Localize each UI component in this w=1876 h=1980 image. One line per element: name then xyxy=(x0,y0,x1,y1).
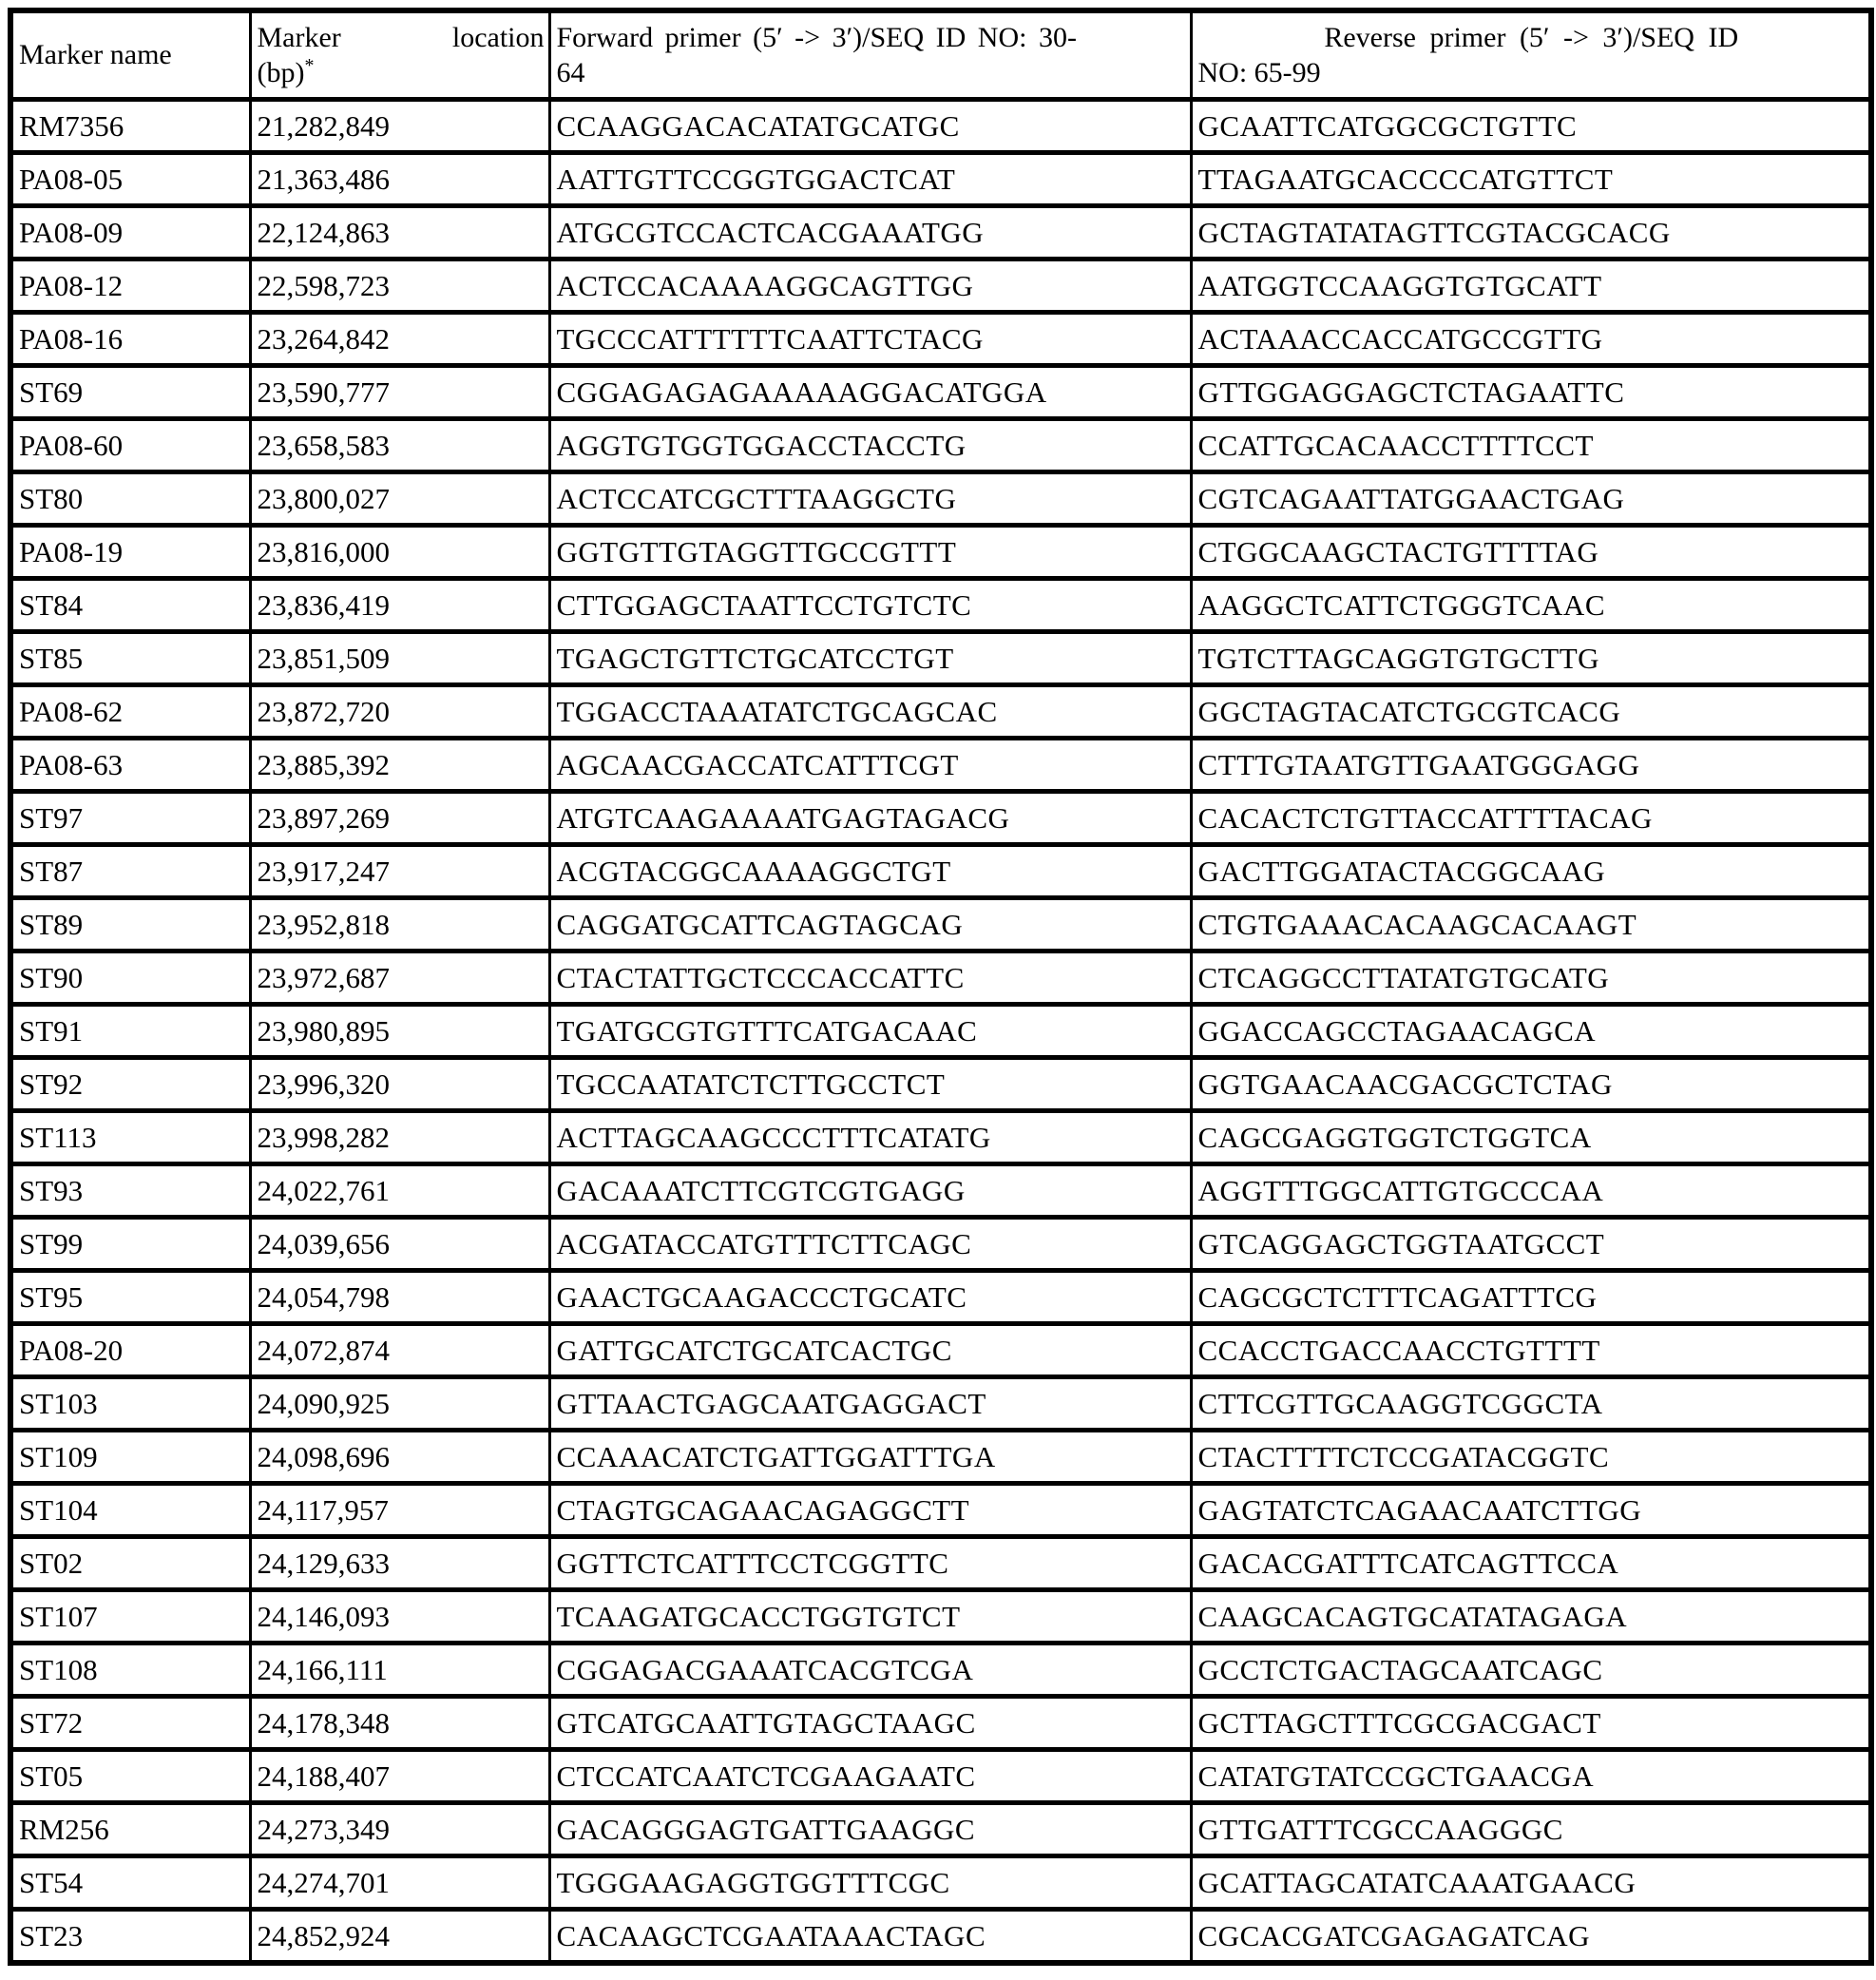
marker-name-cell: ST97 xyxy=(10,792,250,845)
reverse-primer-cell: GCTTAGCTTTCGCGACGACT xyxy=(1191,1697,1871,1750)
table-row xyxy=(10,313,1871,366)
forward-primer-cell: ATGTCAAGAAAATGAGTAGACG xyxy=(549,792,1191,845)
forward-primer-cell: CGGAGAGAGAAAAAGGACATGGA xyxy=(549,366,1191,419)
marker-location-cell: 24,273,349 xyxy=(250,1803,549,1856)
marker-location-cell: 23,800,027 xyxy=(250,472,549,526)
marker-name-cell: ST87 xyxy=(10,845,250,898)
table-row xyxy=(10,366,1871,419)
reverse-primer-cell: CTTCGTTGCAAGGTCGGCTA xyxy=(1191,1377,1871,1431)
table-row xyxy=(10,1164,1871,1218)
document-page xyxy=(8,8,1868,1966)
marker-location-cell: 23,836,419 xyxy=(250,579,549,632)
marker-location-cell: 24,022,761 xyxy=(250,1164,549,1218)
marker-location-cell: 23,658,583 xyxy=(250,419,549,472)
table-row xyxy=(10,526,1871,579)
marker-location-cell: 24,188,407 xyxy=(250,1750,549,1803)
marker-name-cell: PA08-20 xyxy=(10,1324,250,1377)
table-row xyxy=(10,1910,1871,1964)
marker-name-cell: PA08-16 xyxy=(10,313,250,366)
marker-name-cell: ST92 xyxy=(10,1058,250,1111)
marker-name-cell: ST109 xyxy=(10,1431,250,1484)
marker-location-cell: 23,998,282 xyxy=(250,1111,549,1164)
table-row xyxy=(10,1644,1871,1697)
header-marker-name xyxy=(10,10,250,100)
header-marker-location xyxy=(250,10,549,100)
marker-name-cell: ST93 xyxy=(10,1164,250,1218)
table-row xyxy=(10,1431,1871,1484)
reverse-primer-cell: TTAGAATGCACCCCATGTTCT xyxy=(1191,153,1871,206)
marker-name-cell: RM7356 xyxy=(10,100,250,153)
header-row xyxy=(10,10,1871,100)
forward-primer-cell: TGGACCTAAATATCTGCAGCAC xyxy=(549,685,1191,739)
header-forward-primer-line2: 64 xyxy=(556,57,585,88)
table-row xyxy=(10,1803,1871,1856)
marker-location-cell: 21,282,849 xyxy=(250,100,549,153)
marker-name-cell: ST103 xyxy=(10,1377,250,1431)
marker-name-cell: ST107 xyxy=(10,1590,250,1644)
forward-primer-cell: GTCATGCAATTGTAGCTAAGC xyxy=(549,1697,1191,1750)
marker-location-cell: 23,897,269 xyxy=(250,792,549,845)
marker-name-cell: ST108 xyxy=(10,1644,250,1697)
reverse-primer-cell: GCATTAGCATATCAAATGAACG xyxy=(1191,1856,1871,1910)
header-forward-primer-line1: Forward primer (5′ -> 3′)/SEQ ID NO: 30- xyxy=(556,21,1077,53)
forward-primer-cell: CTAGTGCAGAACAGAGGCTT xyxy=(549,1484,1191,1537)
reverse-primer-cell: CTTTGTAATGTTGAATGGGAGG xyxy=(1191,739,1871,792)
marker-name-cell: PA08-60 xyxy=(10,419,250,472)
table-row xyxy=(10,792,1871,845)
table-row xyxy=(10,1750,1871,1803)
marker-name-cell: ST85 xyxy=(10,632,250,685)
reverse-primer-cell: GACACGATTTCATCAGTTCCA xyxy=(1191,1537,1871,1590)
forward-primer-cell: TCAAGATGCACCTGGTGTCT xyxy=(549,1590,1191,1644)
forward-primer-cell: ACTTAGCAAGCCCTTTCATATG xyxy=(549,1111,1191,1164)
marker-name-cell: ST02 xyxy=(10,1537,250,1590)
table-row xyxy=(10,472,1871,526)
table-row xyxy=(10,632,1871,685)
marker-name-cell: ST95 xyxy=(10,1271,250,1324)
table-row xyxy=(10,685,1871,739)
forward-primer-cell: TGATGCGTGTTTCATGACAAC xyxy=(549,1005,1191,1058)
marker-location-cell: 24,178,348 xyxy=(250,1697,549,1750)
marker-name-cell: ST05 xyxy=(10,1750,250,1803)
forward-primer-cell: CGGAGACGAAATCACGTCGA xyxy=(549,1644,1191,1697)
marker-name-cell: ST54 xyxy=(10,1856,250,1910)
marker-location-cell: 23,872,720 xyxy=(250,685,549,739)
reverse-primer-cell: GGCTAGTACATCTGCGTCACG xyxy=(1191,685,1871,739)
forward-primer-cell: CTCCATCAATCTCGAAGAATC xyxy=(549,1750,1191,1803)
forward-primer-cell: GACAAATCTTCGTCGTGAGG xyxy=(549,1164,1191,1218)
reverse-primer-cell: AATGGTCCAAGGTGTGCATT xyxy=(1191,260,1871,313)
table-row xyxy=(10,419,1871,472)
reverse-primer-cell: GGTGAACAACGACGCTCTAG xyxy=(1191,1058,1871,1111)
marker-primer-table xyxy=(8,8,1874,1966)
table-row xyxy=(10,579,1871,632)
marker-name-cell: ST99 xyxy=(10,1218,250,1271)
table-row xyxy=(10,1058,1871,1111)
table-header xyxy=(10,10,1871,100)
reverse-primer-cell: CTACTTTTCTCCGATACGGTC xyxy=(1191,1431,1871,1484)
header-reverse-primer-line1: Reverse primer (5′ -> 3′)/SEQ ID xyxy=(1324,21,1739,53)
marker-name-cell: PA08-09 xyxy=(10,206,250,260)
forward-primer-cell: ACGATACCATGTTTCTTCAGC xyxy=(549,1218,1191,1271)
marker-location-cell: 23,952,818 xyxy=(250,898,549,952)
table-row xyxy=(10,1590,1871,1644)
reverse-primer-cell: CCACCTGACCAACCTGTTTT xyxy=(1191,1324,1871,1377)
header-marker-name-label: Marker name xyxy=(19,39,172,71)
reverse-primer-cell: AGGTTTGGCATTGTGCCCAA xyxy=(1191,1164,1871,1218)
marker-name-cell: ST80 xyxy=(10,472,250,526)
reverse-primer-cell: GACTTGGATACTACGGCAAG xyxy=(1191,845,1871,898)
table-row xyxy=(10,153,1871,206)
reverse-primer-cell: GTTGATTTCGCCAAGGGC xyxy=(1191,1803,1871,1856)
marker-name-cell: ST72 xyxy=(10,1697,250,1750)
reverse-primer-cell: GTTGGAGGAGCTCTAGAATTC xyxy=(1191,366,1871,419)
table-row xyxy=(10,1111,1871,1164)
marker-name-cell: ST104 xyxy=(10,1484,250,1537)
reverse-primer-cell: CAGCGCTCTTTCAGATTTCG xyxy=(1191,1271,1871,1324)
forward-primer-cell: CTTGGAGCTAATTCCTGTCTC xyxy=(549,579,1191,632)
marker-name-cell: ST84 xyxy=(10,579,250,632)
table-row xyxy=(10,1537,1871,1590)
table-row xyxy=(10,952,1871,1005)
table-body xyxy=(10,100,1871,1964)
marker-location-cell: 24,274,701 xyxy=(250,1856,549,1910)
forward-primer-cell: ACTCCACAAAAGGCAGTTGG xyxy=(549,260,1191,313)
reverse-primer-cell: GTCAGGAGCTGGTAATGCCT xyxy=(1191,1218,1871,1271)
forward-primer-cell: TGGGAAGAGGTGGTTTCGC xyxy=(549,1856,1191,1910)
table-row xyxy=(10,1377,1871,1431)
marker-location-cell: 23,851,509 xyxy=(250,632,549,685)
forward-primer-cell: GACAGGGAGTGATTGAAGGC xyxy=(549,1803,1191,1856)
marker-location-cell: 23,264,842 xyxy=(250,313,549,366)
reverse-primer-cell: TGTCTTAGCAGGTGTGCTTG xyxy=(1191,632,1871,685)
marker-location-cell: 23,996,320 xyxy=(250,1058,549,1111)
forward-primer-cell: CAGGATGCATTCAGTAGCAG xyxy=(549,898,1191,952)
reverse-primer-cell: GGACCAGCCTAGAACAGCA xyxy=(1191,1005,1871,1058)
marker-name-cell: ST91 xyxy=(10,1005,250,1058)
table-row xyxy=(10,898,1871,952)
marker-location-cell: 23,885,392 xyxy=(250,739,549,792)
marker-location-cell: 24,117,957 xyxy=(250,1484,549,1537)
forward-primer-cell: CTACTATTGCTCCCACCATTC xyxy=(549,952,1191,1005)
forward-primer-cell: GAACTGCAAGACCCTGCATC xyxy=(549,1271,1191,1324)
reverse-primer-cell: CACACTCTGTTACCATTTTACAG xyxy=(1191,792,1871,845)
reverse-primer-cell: AAGGCTCATTCTGGGTCAAC xyxy=(1191,579,1871,632)
table-row xyxy=(10,206,1871,260)
marker-location-cell: 22,598,723 xyxy=(250,260,549,313)
reverse-primer-cell: ACTAAACCACCATGCCGTTG xyxy=(1191,313,1871,366)
marker-name-cell: PA08-62 xyxy=(10,685,250,739)
forward-primer-cell: TGCCAATATCTCTTGCCTCT xyxy=(549,1058,1191,1111)
header-reverse-primer-line2: NO: 65-99 xyxy=(1197,57,1321,88)
forward-primer-cell: CACAAGCTCGAATAAACTAGC xyxy=(549,1910,1191,1964)
reverse-primer-cell: GAGTATCTCAGAACAATCTTGG xyxy=(1191,1484,1871,1537)
table-row xyxy=(10,1218,1871,1271)
reverse-primer-cell: CTGTGAAACACAAGCACAAGT xyxy=(1191,898,1871,952)
marker-name-cell: RM256 xyxy=(10,1803,250,1856)
footnote-asterisk: * xyxy=(304,55,315,76)
reverse-primer-cell: CATATGTATCCGCTGAACGA xyxy=(1191,1750,1871,1803)
reverse-primer-cell: GCAATTCATGGCGCTGTTC xyxy=(1191,100,1871,153)
table-row xyxy=(10,1697,1871,1750)
reverse-primer-cell: CAAGCACAGTGCATATAGAGA xyxy=(1191,1590,1871,1644)
marker-name-cell: ST69 xyxy=(10,366,250,419)
forward-primer-cell: AGGTGTGGTGGACCTACCTG xyxy=(549,419,1191,472)
marker-location-cell: 23,980,895 xyxy=(250,1005,549,1058)
reverse-primer-cell: CGCACGATCGAGAGATCAG xyxy=(1191,1910,1871,1964)
forward-primer-cell: CCAAACATCTGATTGGATTTGA xyxy=(549,1431,1191,1484)
marker-name-cell: ST23 xyxy=(10,1910,250,1964)
table-row xyxy=(10,1856,1871,1910)
marker-name-cell: PA08-12 xyxy=(10,260,250,313)
table-row xyxy=(10,100,1871,153)
forward-primer-cell: AATTGTTCCGGTGGACTCAT xyxy=(549,153,1191,206)
marker-location-cell: 24,166,111 xyxy=(250,1644,549,1697)
table-row xyxy=(10,845,1871,898)
forward-primer-cell: GGTTCTCATTTCCTCGGTTC xyxy=(549,1537,1191,1590)
marker-location-cell: 24,852,924 xyxy=(250,1910,549,1964)
marker-location-cell: 23,972,687 xyxy=(250,952,549,1005)
forward-primer-cell: GTTAACTGAGCAATGAGGACT xyxy=(549,1377,1191,1431)
table-row xyxy=(10,1271,1871,1324)
reverse-primer-cell: CTCAGGCCTTATATGTGCATG xyxy=(1191,952,1871,1005)
marker-location-cell: 24,146,093 xyxy=(250,1590,549,1644)
marker-name-cell: ST113 xyxy=(10,1111,250,1164)
header-forward-primer xyxy=(549,10,1191,100)
marker-name-cell: ST90 xyxy=(10,952,250,1005)
forward-primer-cell: TGCCCATTTTTTCAATTCTACG xyxy=(549,313,1191,366)
marker-location-cell: 24,090,925 xyxy=(250,1377,549,1431)
marker-name-cell: PA08-05 xyxy=(10,153,250,206)
forward-primer-cell: CCAAGGACACATATGCATGC xyxy=(549,100,1191,153)
forward-primer-cell: ACTCCATCGCTTTAAGGCTG xyxy=(549,472,1191,526)
header-marker-location-line2: (bp)* xyxy=(257,55,315,88)
marker-location-cell: 24,072,874 xyxy=(250,1324,549,1377)
reverse-primer-cell: CCATTGCACAACCTTTTCCT xyxy=(1191,419,1871,472)
table-row xyxy=(10,1005,1871,1058)
forward-primer-cell: ATGCGTCCACTCACGAAATGG xyxy=(549,206,1191,260)
marker-name-cell: ST89 xyxy=(10,898,250,952)
marker-location-cell: 23,917,247 xyxy=(250,845,549,898)
reverse-primer-cell: CTGGCAAGCTACTGTTTTAG xyxy=(1191,526,1871,579)
marker-name-cell: PA08-63 xyxy=(10,739,250,792)
table-row xyxy=(10,1484,1871,1537)
marker-location-cell: 24,039,656 xyxy=(250,1218,549,1271)
forward-primer-cell: ACGTACGGCAAAAGGCTGT xyxy=(549,845,1191,898)
marker-name-cell: PA08-19 xyxy=(10,526,250,579)
header-marker-location-line1: Marker location xyxy=(257,21,545,53)
marker-location-cell: 21,363,486 xyxy=(250,153,549,206)
marker-location-cell: 23,590,777 xyxy=(250,366,549,419)
header-reverse-primer xyxy=(1191,10,1871,100)
table-row xyxy=(10,1324,1871,1377)
forward-primer-cell: TGAGCTGTTCTGCATCCTGT xyxy=(549,632,1191,685)
reverse-primer-cell: GCCTCTGACTAGCAATCAGC xyxy=(1191,1644,1871,1697)
marker-location-cell: 22,124,863 xyxy=(250,206,549,260)
marker-location-cell: 24,054,798 xyxy=(250,1271,549,1324)
reverse-primer-cell: CAGCGAGGTGGTCTGGTCA xyxy=(1191,1111,1871,1164)
forward-primer-cell: GGTGTTGTAGGTTGCCGTTT xyxy=(549,526,1191,579)
reverse-primer-cell: GCTAGTATATAGTTCGTACGCACG xyxy=(1191,206,1871,260)
forward-primer-cell: AGCAACGACCATCATTTCGT xyxy=(549,739,1191,792)
marker-location-cell: 24,098,696 xyxy=(250,1431,549,1484)
forward-primer-cell: GATTGCATCTGCATCACTGC xyxy=(549,1324,1191,1377)
table-row xyxy=(10,260,1871,313)
reverse-primer-cell: CGTCAGAATTATGGAACTGAG xyxy=(1191,472,1871,526)
table-row xyxy=(10,739,1871,792)
marker-location-cell: 23,816,000 xyxy=(250,526,549,579)
marker-location-cell: 24,129,633 xyxy=(250,1537,549,1590)
